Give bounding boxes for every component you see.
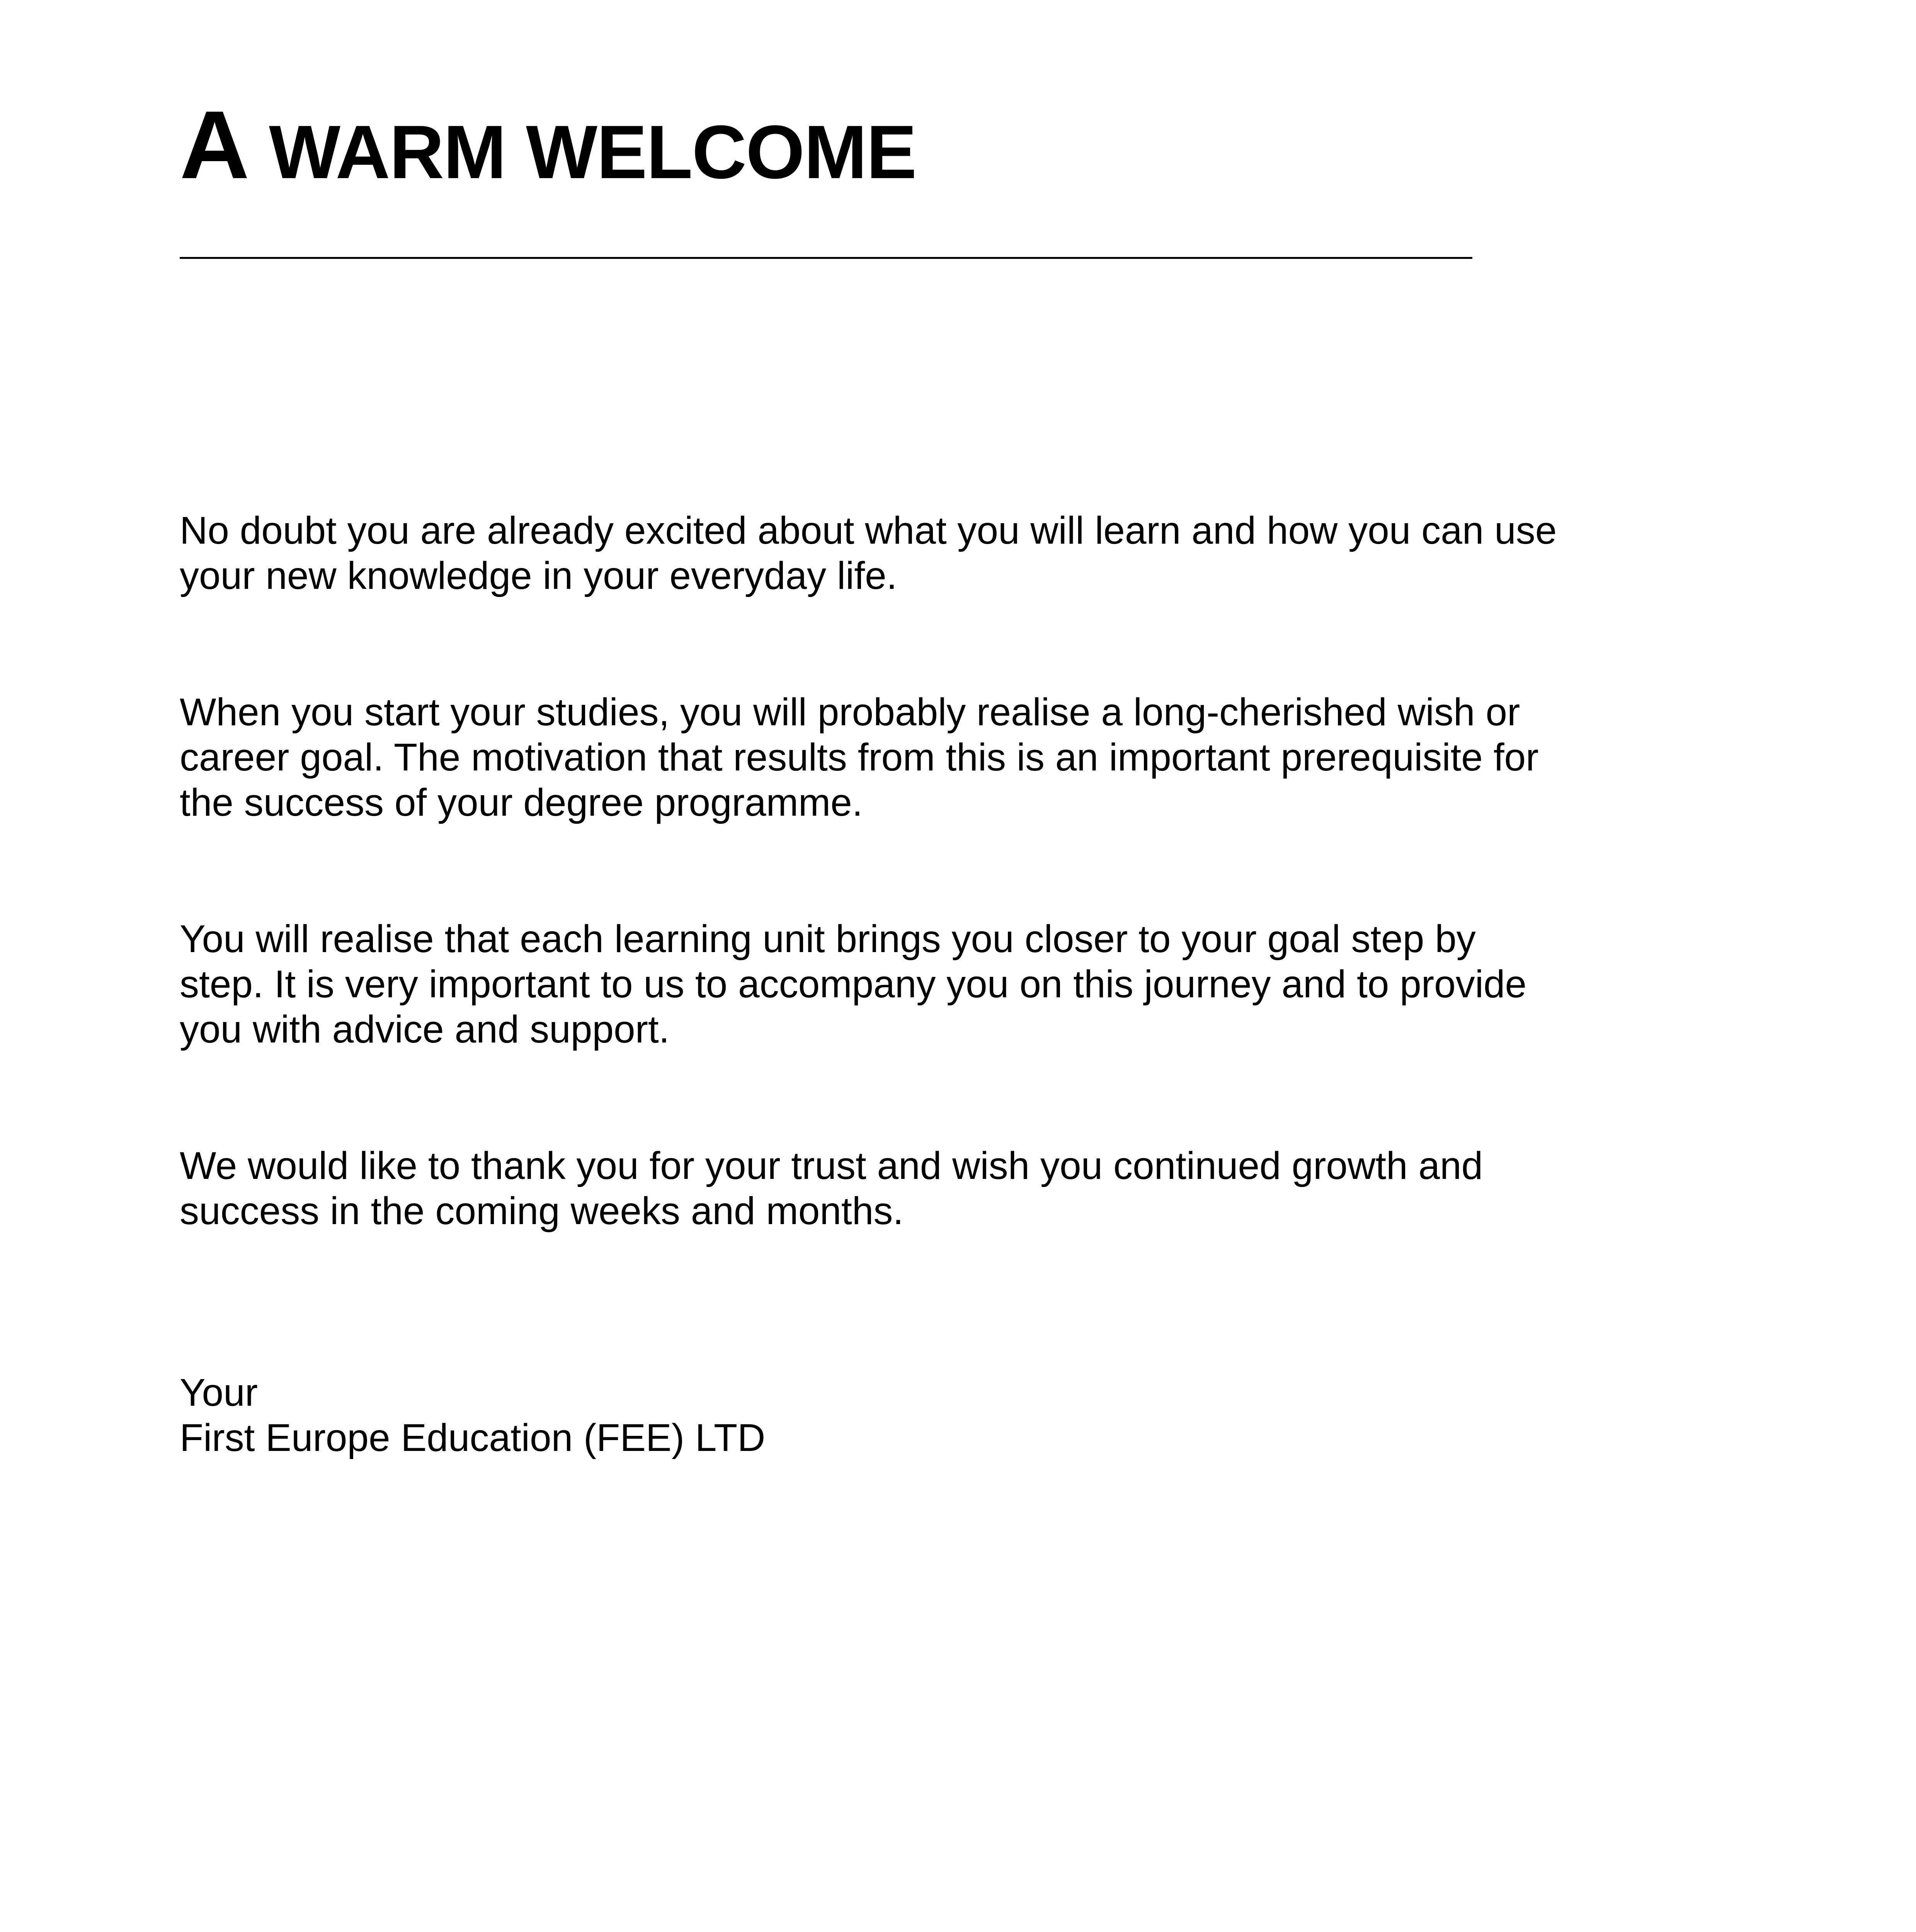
signoff	[180, 1370, 1610, 1461]
signoff-salutation: Your	[180, 1371, 258, 1414]
paragraph-spacer	[180, 599, 1610, 690]
paragraph-line: you with advice and support.	[180, 1008, 670, 1051]
paragraph-line: We would like to thank you for your trust and wish you continued growth and	[180, 1144, 1483, 1187]
page-title-initial: A	[180, 91, 249, 199]
paragraph-intro	[180, 508, 1610, 599]
page-title-rest: WARM WELCOME	[248, 110, 916, 194]
paragraph-line: career goal. The motivation that results from this is an important prerequisite for	[180, 736, 1539, 779]
paragraph-line: step. It is very important to us to accompany you on this journey and to provide	[180, 963, 1527, 1006]
signoff-organization: First Europe Education (FEE) LTD	[180, 1416, 766, 1459]
paragraph-line: You will realise that each learning unit brings you closer to your goal step by	[180, 917, 1476, 961]
signoff-spacer	[180, 1234, 1610, 1370]
page-title	[180, 91, 916, 199]
paragraph-line: When you start your studies, you will probably realise a long-cherished wish or	[180, 690, 1520, 734]
paragraph-line: the success of your degree programme.	[180, 781, 863, 824]
letter-body	[180, 508, 1610, 1461]
paragraph-motivation	[180, 690, 1610, 825]
paragraph-spacer	[180, 825, 1610, 917]
paragraph-line: success in the coming weeks and months.	[180, 1189, 904, 1233]
paragraph-line: No doubt you are already excited about what you will learn and how you can use	[180, 509, 1557, 552]
paragraph-support	[180, 917, 1610, 1052]
paragraph-line: your new knowledge in your everyday life.	[180, 554, 897, 597]
paragraph-spacer	[180, 1052, 1610, 1143]
paragraph-thanks	[180, 1143, 1610, 1234]
title-divider	[180, 257, 1472, 259]
